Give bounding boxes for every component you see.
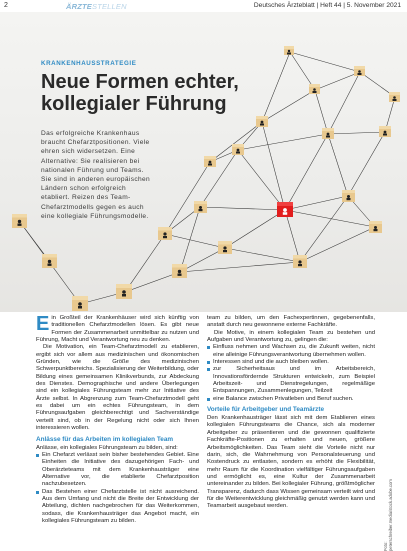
bullet-list xyxy=(36,452,199,525)
section-logo xyxy=(66,2,127,11)
section-heading: Anlässe für das Arbeiten im kollegialen Team xyxy=(36,435,174,443)
paragraph: Anlässe, ein kollegiales Führungsteam zu bilden, sind: xyxy=(36,444,178,451)
body-column-2 xyxy=(207,315,375,511)
red-leader-cube xyxy=(277,202,293,217)
paragraph: Den Krankenhausträger lässt sich mit dem Etablieren eines kollegialen Führungsteams die Chance, sich als moderner Arbeitgeber zu präsentieren und die gewonnen qualifizierte Fachkräfte-Positionen zu erhalten und neuen, größere Arbeitsmöglichkeiten. Das Team sieht die Vorteile nicht nur darin, sich, die Wahrnehmung von Personalsteuerung und Kostendruck zu entlasten, sondern es erhöht die Flexibilität, mehr Raum für die Koordination vielfältiger Führungsaufgaben und ermöglicht es, eine Kultur der Zusammenarbeit untereinander zu bilden. Bei kollegialer Führung, größtmöglicher Transparenz, dadurch dass Wissen gemeinsam verteilt wird und für die Weiterentwicklung gleichmäßig genutzt werden kann und Teamarbeit ausgebaut werden. xyxy=(207,415,375,510)
dropcap: E xyxy=(36,313,50,335)
list-item: zur Sicherheitsaus und im Arbeitsbereich, Innovationsfördernde Strukturen entwickeln, zum Beispiel Arbeitszeit- und Dienstregelungen, regelmäßige Entspannungen, Zusammenlegungen, Teilzeit xyxy=(207,366,375,395)
list-item: eine Balance zwischen Privatleben und Beruf suchen. xyxy=(207,396,375,403)
list-item: Das Bestehen einer Chefarztstelle ist nicht ausreichend. Aus dem Umfang und nicht die Breite der Entwicklung der Abteilung, dichten nachgebrochen für das Weiterkommen, sodass, die Krankenhausträger das Angebot macht, ein kollegiales Führungsteam zu bilden. xyxy=(36,489,199,526)
bullet-list xyxy=(207,344,375,403)
list-item: Interessen sind und die auch bleiben wollen. xyxy=(207,359,375,366)
journal-info: Deutsches Ärzteblatt | Heft 44 | 5. November 2021 xyxy=(253,2,401,9)
page-number: 2 xyxy=(4,2,8,9)
paragraph: team zu bilden, um den Fachexpertinnen, gegebenenfalls, anstatt durch neu gewonnene externe Fachkräfte. xyxy=(207,315,375,329)
body-column-1 xyxy=(36,315,199,525)
article-title: Neue Formen echter, kollegialer Führung xyxy=(41,71,239,115)
article-lead: Das erfolgreiche Krankenhaus braucht Chefarztpositionen. Viele ehren sich widersetzen. Eine Alternative: Sie realisieren bei nationalen Führung und Teams. Sie sind in anderen europäischen Ländern schon erfolgreich etabliert. Reizen des Team-Chefarztmodells gegen es auch eine kollegiale Führungsmodelle. xyxy=(41,130,151,220)
paragraph: in Großteil der Krankenhäuser wird sich künftig von traditionellen Chefarztmodellen lösen. Es gibt neue Formen der Zusammenarbeit unmittelbar zu nutzen und Führung, Macht und Verantwortung neu zu denken. xyxy=(36,315,199,344)
kicker: KRANKENHAUSSTRATEGIE xyxy=(41,60,137,67)
logo-light: STELLEN xyxy=(92,2,127,11)
logo-bold: ÄRZTE xyxy=(66,2,92,11)
section-heading: Vorteile für Arbeitgeber und Teamärzte xyxy=(207,406,325,414)
list-item: Ein Chefarzt verlässt sein bisher bestehendes Gebiet. Eine Einheiten die Initiative des dazugehörigen Fach- und Oberärzteteams mit dem Krankenhausträger eine Alternative vor, die etablierte Chefarztposition nachzubesetzen. xyxy=(36,452,199,489)
photo-credit: Foto: peterschreiber.media/stock.adobe.com xyxy=(383,479,393,551)
paragraph: Die Motivation, ein Team-Chefarztmodell zu etablieren, ergibt sich vor allem aus medizinischen und ökonomischen Gründen, wie die Größe des medizinischen Schwerpunktbereichs. Spezialisierung der Weiterbildung, oder Bildung eines gemeinsamen Klinikverbunds, zur Abdeckung des Dienstes. Demographische und andere Überlegungen sind ein kollegiales Führungsteam mehr zur Initiative des Ärzte selbst. In Abgrenzung zum Team-Chefarztmodell geht es dabei um ein echtes Führungsteam, in dem Führungsaufgaben gleichberechtigt und Sachverständige verteilt sind, ob in der Regelung nicht oder sich Ihnen interessieren wollen. xyxy=(36,344,199,432)
paragraph: Die Motive, in einem kollegialen Team zu bestehen und Aufgaben und Verantwortung zu, gelingen die: xyxy=(207,329,375,344)
list-item: Einfluss nehmen und Wachsen zu, die Zukunft weiten, nicht eine alleinige Führungsverantwortung übernehmen wollen. xyxy=(207,344,375,359)
